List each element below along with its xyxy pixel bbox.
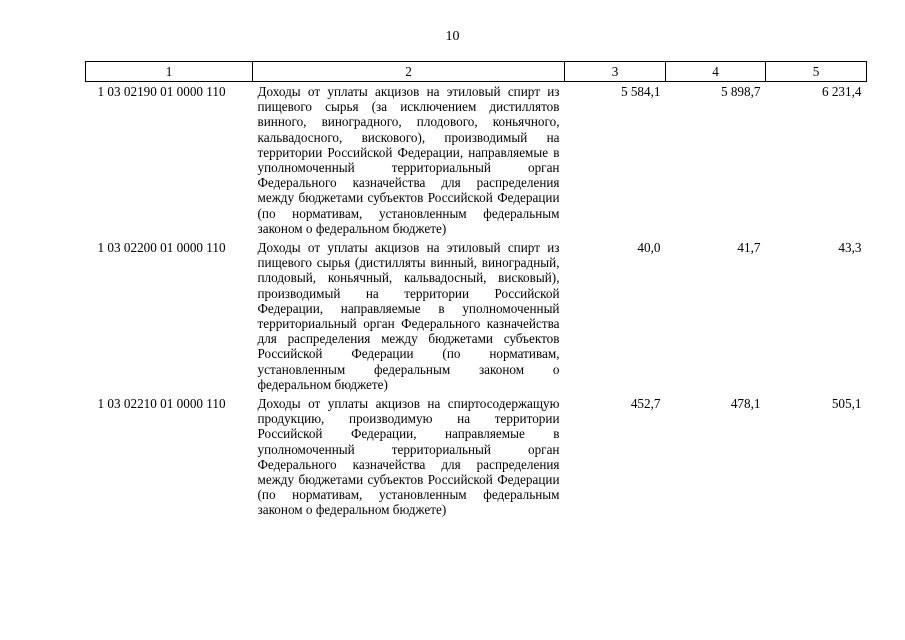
budget-code: 1 03 02210 01 0000 110	[97, 396, 226, 412]
table-row	[86, 238, 867, 394]
column-header-5: 5	[766, 62, 867, 82]
value-col3: 5 584,1	[620, 84, 661, 99]
budget-code: 1 03 02190 01 0000 110	[97, 84, 226, 99]
page-number: 10	[445, 29, 460, 44]
value-col5: 43,3	[838, 240, 862, 256]
revenue-description: Доходы от уплаты акцизов на этиловый спирт из пищевого сырья (за исключением дистиллятов винного, виноградного, плодового, коньячного, кальвадосного, вискового), производимый на территории Российской Федерации, направляемые в уполномоченный территориальный орган Федерального казначейства для распределения между бюджетами субъектов Российской Федерации (по нормативам, установленным федеральным законом о федеральном бюджете)	[257, 84, 560, 236]
budget-code: 1 03 02200 01 0000 110	[97, 240, 226, 256]
value-col4: 5 898,7	[720, 84, 761, 99]
value-col4: 478,1	[730, 396, 761, 412]
column-header-4: 4	[666, 62, 766, 82]
table-row	[86, 82, 867, 239]
column-header-3: 3	[565, 62, 666, 82]
value-col5: 505,1	[831, 396, 862, 412]
table-row	[86, 394, 867, 520]
column-header-2: 2	[253, 62, 565, 82]
column-header-1: 1	[86, 62, 253, 82]
revenue-description: Доходы от уплаты акцизов на этиловый спирт из пищевого сырья (дистилляты винный, виноградный, плодовый, коньячный, кальвадосный, висковый), производимый на территории Российской Федерации, направляемые в уполномоченный территориальный орган Федерального казначейства для распределения между бюджетами субъектов Российской Федерации (по нормативам, установленным федеральным законом о федеральном бюджете)	[257, 240, 560, 392]
budget-revenue-table	[85, 61, 867, 520]
revenue-description: Доходы от уплаты акцизов на спиртосодержащую продукцию, производимую на территории Российской Федерации, направляемые в уполномоченный территориальный орган Федерального казначейства для распределения между бюджетами субъектов Российской Федерации (по нормативам, установленным федеральным законом о федеральном бюджете)	[257, 396, 560, 518]
value-col4: 41,7	[737, 240, 761, 256]
value-col3: 40,0	[637, 240, 661, 256]
value-col5: 6 231,4	[821, 84, 862, 99]
value-col3: 452,7	[630, 396, 661, 412]
table-header-row	[86, 62, 867, 82]
